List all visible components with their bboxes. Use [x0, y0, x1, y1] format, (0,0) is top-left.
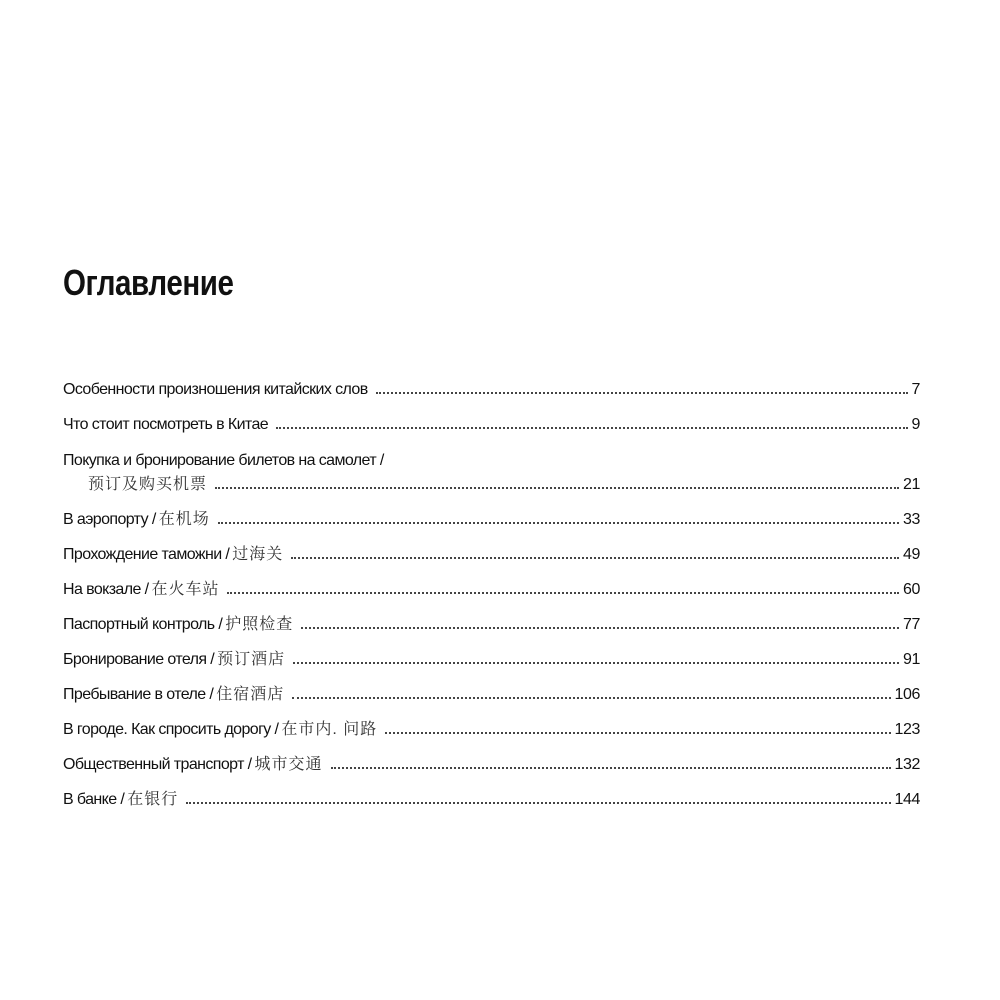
toc-entry[interactable] — [63, 669, 920, 704]
entry-title: Особенности произношения китайских слов — [63, 381, 368, 398]
entry-title-chinese: 城市交通 — [254, 756, 323, 773]
toc-entry[interactable] — [63, 529, 920, 564]
entry-title: Что стоит посмотреть в Китае — [63, 416, 269, 433]
entry-title-chinese: 在机场 — [158, 511, 210, 528]
page-number: 91 — [903, 651, 920, 668]
dot-leader — [276, 427, 907, 429]
page-number: 49 — [903, 546, 920, 563]
entry-title: Покупка и бронирование билетов на самолет / — [63, 452, 384, 469]
entry-title: Пребывание в отеле / — [63, 686, 214, 703]
page-number: 7 — [911, 381, 920, 398]
toc-entry-line2[interactable] — [63, 470, 920, 494]
entry-title: Прохождение таможни / — [63, 546, 230, 563]
page-title: Оглавление — [63, 262, 234, 303]
toc-entry[interactable] — [63, 599, 920, 634]
entry-title: В банке / — [63, 791, 125, 808]
toc-entry[interactable] — [63, 634, 920, 669]
toc-entry[interactable] — [63, 494, 920, 529]
dot-leader — [291, 557, 899, 559]
toc-entry[interactable] — [63, 739, 920, 774]
page-number: 132 — [894, 756, 920, 773]
toc-entry[interactable] — [63, 774, 920, 809]
page-number: 60 — [903, 581, 920, 598]
entry-title-chinese: 预订及购买机票 — [88, 476, 208, 493]
toc-entry[interactable] — [63, 364, 920, 399]
dot-leader — [301, 627, 899, 629]
dot-leader — [186, 802, 890, 804]
entry-title-chinese: 过海关 — [232, 546, 284, 563]
dot-leader — [292, 697, 890, 699]
page-number: 106 — [894, 686, 920, 703]
dot-leader — [385, 732, 890, 734]
entry-title-chinese: 预订酒店 — [217, 651, 286, 668]
dot-leader — [227, 592, 899, 594]
dot-leader — [215, 487, 899, 489]
entry-title: Паспортный контроль / — [63, 616, 223, 633]
page-number: 144 — [894, 791, 920, 808]
entry-title-chinese: 护照检查 — [225, 616, 294, 633]
entry-title-chinese: 在银行 — [127, 791, 179, 808]
toc-entry[interactable] — [63, 704, 920, 739]
table-of-contents — [63, 364, 920, 809]
page-number: 123 — [894, 721, 920, 738]
entry-title-chinese: 在火车站 — [151, 581, 220, 598]
dot-leader — [331, 767, 891, 769]
page-number: 21 — [903, 476, 920, 493]
dot-leader — [293, 662, 899, 664]
page-number: 77 — [903, 616, 920, 633]
entry-title: В городе. Как спросить дорогу / — [63, 721, 279, 738]
toc-entry[interactable] — [63, 399, 920, 434]
page-number: 9 — [911, 416, 920, 433]
entry-title-chinese: 住宿酒店 — [216, 686, 285, 703]
entry-title: Общественный транспорт / — [63, 756, 252, 773]
toc-entry-line1[interactable] — [63, 434, 920, 470]
page-number: 33 — [903, 511, 920, 528]
dot-leader — [376, 392, 908, 394]
entry-title-chinese: 在市内. 问路 — [281, 721, 378, 738]
entry-title: Бронирование отеля / — [63, 651, 215, 668]
toc-entry[interactable] — [63, 564, 920, 599]
dot-leader — [218, 522, 899, 524]
entry-title: На вокзале / — [63, 581, 149, 598]
entry-title: В аэропорту / — [63, 511, 156, 528]
